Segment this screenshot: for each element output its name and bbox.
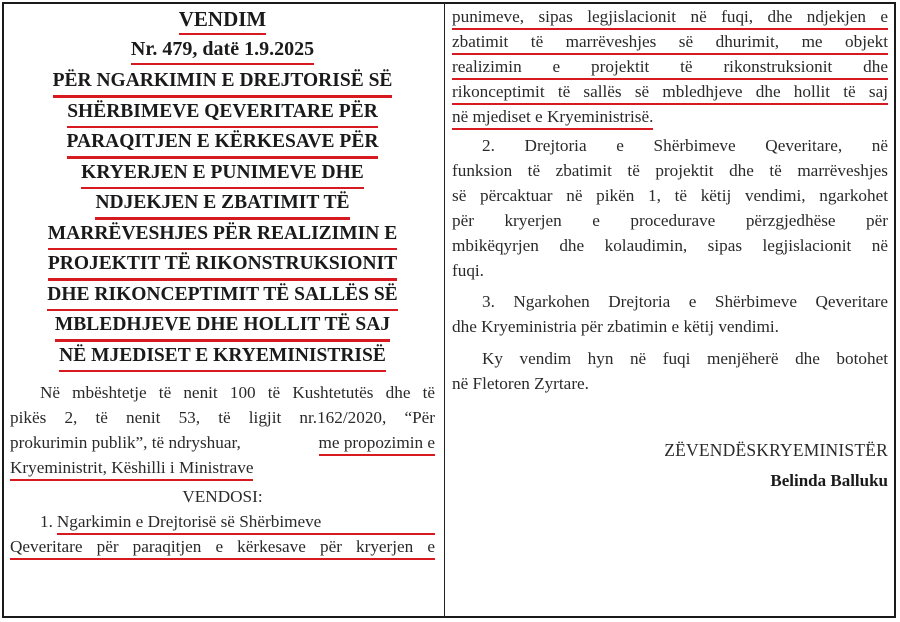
decision-heading: [10, 66, 435, 371]
left-column: [10, 4, 435, 559]
closing-paragraph: [452, 346, 888, 396]
heading-line: NDJEKJEN E ZBATIMIT TË: [95, 188, 349, 219]
highlighted-phrase: Ngarkimin e Drejtorisë së Shërbimeve: [57, 509, 435, 534]
item-line: së përcaktuar në pikën 1, të këtij vendimi, ngarkohet: [452, 186, 888, 205]
preamble-line: [10, 455, 435, 480]
highlighted-line: realizimin e projektit të rikonstruksionit dhe: [452, 54, 888, 79]
preamble: [10, 380, 435, 480]
heading-line: DHE RIKONCEPTIMIT TË SALLËS SË: [47, 280, 397, 311]
highlighted-line: punimeve, sipas legjislacionit në fuqi, dhe ndjekjen e: [452, 4, 888, 29]
item-line: fuqi.: [452, 261, 484, 280]
highlighted-line: në mjediset e Kryeministrisë.: [452, 104, 653, 129]
item-1-continuation: [452, 4, 888, 129]
heading-line: PROJEKTIT TË RIKONSTRUKSIONIT: [48, 249, 397, 280]
item-line: [10, 534, 435, 559]
heading-line: NË MJEDISET E KRYEMINISTRISË: [59, 341, 386, 372]
highlighted-line: zbatimit të marrëveshjes së dhurimit, me objekt: [452, 29, 888, 54]
highlighted-line: rikonceptimit të sallës së mbledhjeve dhe hollit të saj: [452, 79, 888, 104]
item-line: 3. Ngarkohen Drejtoria e Shërbimeve Qeveritare: [482, 292, 888, 311]
heading-line: PËR NGARKIMIN E DREJTORISË SË: [53, 66, 393, 97]
decision-title: VENDIM: [179, 4, 267, 34]
closing-line: Ky vendim hyn në fuqi menjëherë dhe botohet: [482, 349, 888, 368]
item-line: për kryerjen e procedurave përzgjedhëse për: [452, 211, 888, 230]
decision-header: [10, 4, 435, 371]
highlighted-phrase: Kryeministrit, Këshilli i Ministrave: [10, 455, 253, 480]
item-2: [452, 133, 888, 283]
item-line: funksion të zbatimit të projektit dhe të marrëveshjes: [452, 161, 888, 180]
preamble-line: [10, 430, 435, 455]
heading-line: MARRËVESHJES PËR REALIZIMIN E: [48, 219, 397, 250]
heading-line: KRYERJEN E PUNIMEVE DHE: [81, 158, 364, 189]
preamble-line: pikës 2, të nenit 53, të ligjit nr.162/2020, “Për: [10, 408, 435, 427]
signature-title: ZËVENDËSKRYEMINISTËR: [664, 440, 888, 460]
item-line: 1. Ngarkimin e Drejtorisë së Shërbimeve: [10, 509, 435, 534]
highlighted-phrase: me propozimin e: [319, 430, 435, 455]
item-1: [10, 509, 435, 559]
signature-name: Belinda Balluku: [770, 471, 888, 490]
item-line: mbikëqyrjen dhe kolaudimin, sipas legjislacionit në: [452, 236, 888, 255]
right-column: [452, 4, 888, 491]
item-line: 2. Drejtoria e Shërbimeve Qeveritare, në: [482, 136, 888, 155]
decision-number: Nr. 479, datë 1.9.2025: [131, 34, 314, 64]
preamble-line: Në mbështetje të nenit 100 të Kushtetutës dhe të: [40, 383, 435, 402]
item-line: dhe Kryeministria për zbatimin e këtij vendimi.: [452, 317, 779, 336]
closing-line: në Fletoren Zyrtare.: [452, 374, 589, 393]
highlighted-phrase: Qeveritare për paraqitjen e kërkesave për kryerjen e: [10, 534, 435, 559]
preamble-text: prokurimin publik”, të ndryshuar,: [10, 433, 241, 452]
vendosi-label: VENDOSI:: [182, 487, 263, 506]
heading-line: MBLEDHJEVE DHE HOLLIT TË SAJ: [55, 310, 390, 341]
item-3: [452, 289, 888, 339]
heading-line: SHËRBIMEVE QEVERITARE PËR: [67, 97, 378, 128]
column-divider: [444, 2, 445, 618]
heading-line: PARAQITJEN E KËRKESAVE PËR: [67, 127, 379, 158]
